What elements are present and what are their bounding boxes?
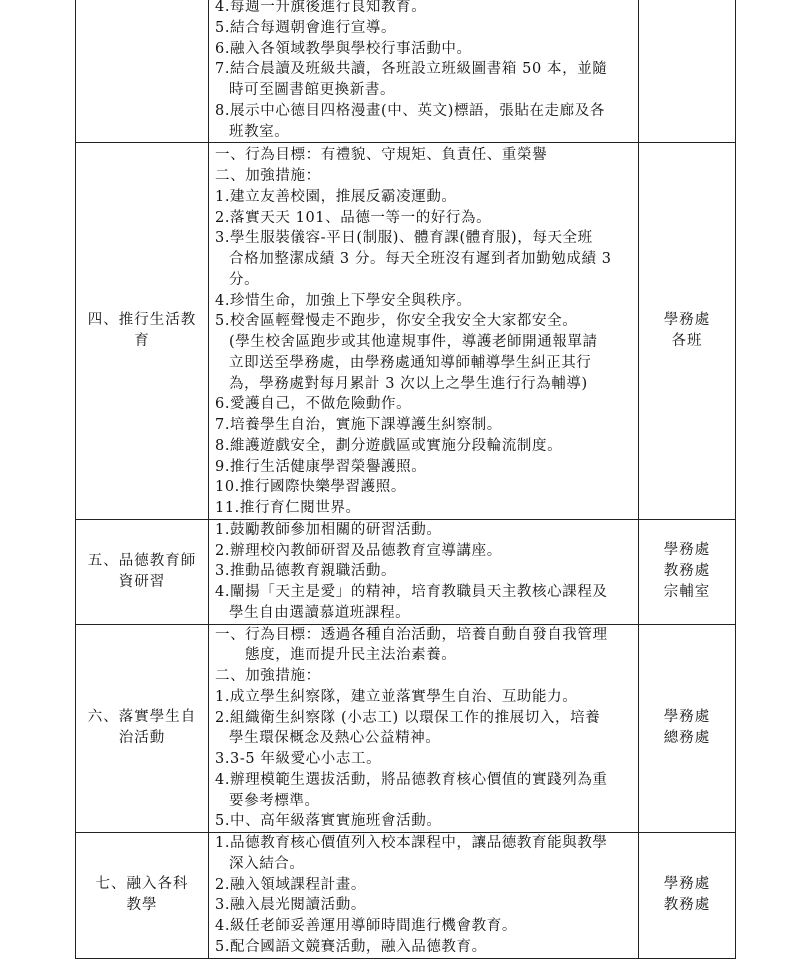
content-line: 9.推行生活健康學習榮譽護照。 — [215, 458, 427, 475]
content-line: 1.鼓勵教師參加相關的研習活動。 — [215, 521, 442, 538]
content-cell — [209, 624, 639, 833]
content-line: 二、加強措施： — [215, 168, 321, 184]
content-cell — [209, 143, 639, 520]
owner-cell — [639, 833, 736, 959]
owner-label: 學務處 — [663, 312, 711, 328]
owner-label: 教務處 — [663, 897, 711, 914]
item-cell — [76, 519, 209, 624]
content-line: 深入結合。 — [229, 855, 305, 872]
item-label: 六、落實學生自 — [87, 709, 197, 726]
table-row — [76, 0, 736, 143]
table-row — [76, 833, 736, 959]
content-line: 3.學生服裝儀容-平日(制服)、體育課(體育服)，每天全班 — [215, 230, 593, 247]
table-row — [76, 624, 736, 833]
owner-label: 學務處 — [663, 709, 711, 726]
content-line: 10.推行國際快樂學習護照。 — [215, 479, 406, 496]
owner-label: 學務處 — [663, 876, 711, 893]
content-line: 為，學務處對每月累計 3 次以上之學生進行行為輔導) — [229, 375, 588, 392]
content-line: 1.成立學生糾察隊，建立並落實學生自治、互助能力。 — [215, 688, 578, 705]
content-line: 7.培養學生自治，實施下課導護生糾察制。 — [215, 417, 502, 433]
item-cell — [76, 143, 209, 520]
content-cell — [209, 833, 639, 959]
content-line: 3.推動品德教育親職活動。 — [215, 563, 397, 580]
content-line: 4.辦理模範生選拔活動，將品德教育核心價值的實踐列為重 — [215, 771, 608, 788]
content-line: 一、行為目標：有禮貌、守規矩、負責任、重榮譽 — [215, 147, 548, 164]
content-line: 5.校舍區輕聲慢走不跑步，你安全我安全大家都安全。 — [215, 313, 578, 330]
content-line: 態度，進而提升民主法治素養。 — [245, 647, 457, 664]
owner-label: 宗輔室 — [663, 584, 711, 601]
content-line: 2.組織衛生糾察隊 (小志工) 以環保工作的推展切入，培養 — [215, 709, 601, 726]
content-line: 11.推行育仁閱世界。 — [215, 500, 361, 516]
table-row — [76, 143, 736, 520]
content-line: 5.中、高年級落實實施班會活動。 — [215, 813, 442, 830]
content-line: 合格加整潔成績 3 分。每天全班沒有遲到者加勤勉成績 3 — [229, 251, 612, 267]
content-line: 2.落實天天 101、品德一等一的好行為。 — [215, 209, 492, 226]
item-cell — [76, 833, 209, 959]
owner-cell — [639, 624, 736, 833]
content-line: 7.結合晨讀及班級共讀，各班設立班級圖書箱 50 本，並隨 — [215, 61, 608, 78]
content-cell — [209, 0, 639, 143]
content-line: 8.維護遊戲安全，劃分遊戲區或實施分段輪流制度。 — [215, 437, 563, 454]
plan-table — [75, 0, 736, 959]
table-row — [76, 519, 736, 624]
content-line: 分。 — [229, 271, 260, 288]
owner-label: 學務處 — [663, 542, 711, 559]
item-cell — [76, 624, 209, 833]
item-label: 教學 — [126, 897, 158, 914]
owner-label: 教務處 — [663, 563, 711, 580]
content-line: 3.融入晨光閱讀活動。 — [215, 897, 366, 914]
content-line: 班教室。 — [229, 123, 290, 140]
content-line: 學生環保概念及熱心公益精神。 — [229, 730, 441, 747]
item-label: 五、品德教育師 — [87, 552, 197, 569]
owner-cell — [639, 143, 736, 520]
content-line: 4.闡揚「天主是愛」的精神，培育教職員天主教核心課程及 — [215, 584, 608, 600]
content-line: 學生自由選讀慕道班課程。 — [229, 604, 411, 621]
owner-cell — [639, 519, 736, 624]
content-line: 4.級任老師妥善運用導師時間進行機會教育。 — [215, 918, 517, 934]
item-label: 育 — [134, 333, 150, 349]
content-line: 5.結合每週朝會進行宣導。 — [215, 19, 397, 36]
content-line: 4.珍惜生命，加強上下學安全與秩序。 — [215, 292, 472, 309]
content-line: 立即送至學務處，由學務處通知導師輔導學生糾正其行 — [229, 354, 592, 371]
content-line: 4.每週一升旗後進行良知教育。 — [215, 0, 427, 15]
content-line: 8.展示中心德目四格漫畫(中、英文)標語，張貼在走廊及各 — [215, 102, 605, 119]
content-line: 2.融入領域課程計畫。 — [215, 876, 366, 893]
owner-label: 各班 — [671, 333, 703, 349]
owner-cell — [639, 0, 736, 143]
content-line: 一、行為目標：透過各種自治活動，培養自動自發自我管理 — [215, 626, 608, 643]
content-line: 時可至圖書館更換新書。 — [229, 82, 396, 98]
content-line: (學生校舍區跑步或其他違規事件，導護老師開通報單請 — [229, 334, 598, 350]
item-label: 四、推行生活教 — [87, 312, 197, 328]
content-line: 要參考標準。 — [229, 792, 320, 809]
owner-label: 總務處 — [663, 730, 711, 747]
content-line: 6.愛護自己，不做危險動作。 — [215, 396, 412, 413]
item-label: 資研習 — [118, 573, 166, 590]
content-line: 1.品德教育核心價值列入校本課程中，讓品德教育能與教學 — [215, 835, 608, 851]
content-cell — [209, 519, 639, 624]
content-line: 3.3-5 年級愛心小志工。 — [215, 751, 382, 767]
content-line: 二、加強措施： — [215, 668, 321, 684]
item-label: 七、融入各科 — [95, 876, 189, 893]
item-label: 治活動 — [118, 730, 166, 747]
content-line: 2.辦理校內教師研習及品德教育宣導講座。 — [215, 542, 502, 559]
content-line: 1.建立友善校園，推展反霸凌運動。 — [215, 188, 457, 205]
item-cell — [76, 0, 209, 143]
content-line: 5.配合國語文競賽活動，融入品德教育。 — [215, 938, 487, 955]
content-line: 6.融入各領域教學與學校行事活動中。 — [215, 40, 472, 57]
